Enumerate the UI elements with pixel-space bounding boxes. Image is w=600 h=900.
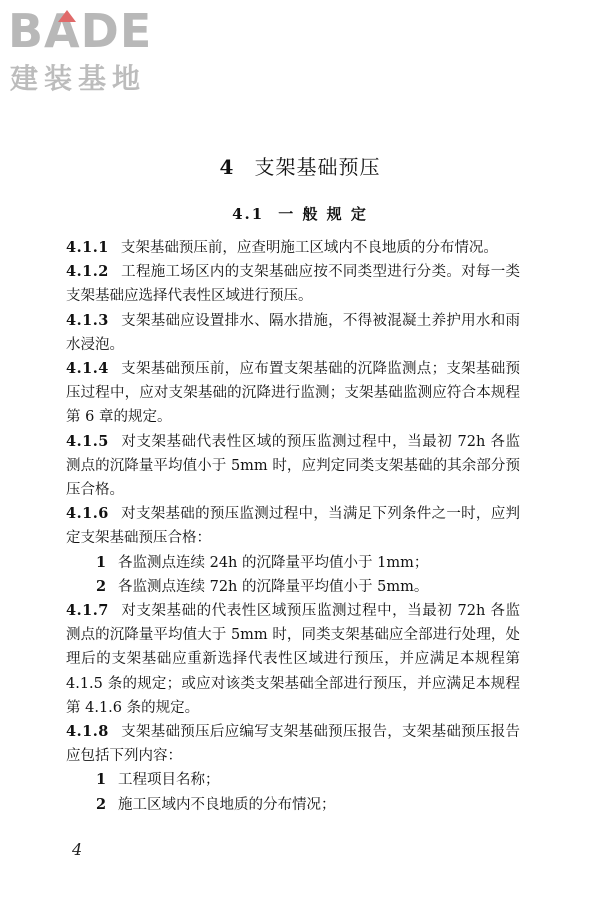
page-number: 4 — [72, 840, 83, 859]
list-item-number: 1 — [96, 553, 107, 571]
chapter-number: 4 — [219, 155, 235, 179]
list-item-number: 1 — [96, 771, 107, 789]
clause-text: 对支架基础代表性区域的预压监测过程中，当最初 72h 各监测点的沉降量平均值小于 5mm 时，应判定同类支架基础的其余部分预压合格。 — [66, 433, 520, 499]
section-title-text: 一 般 规 定 — [278, 205, 368, 223]
clause-text: 工程施工场区内的支架基础应按不同类型进行分类。对每一类支架基础应选择代表性区域进行预压。 — [66, 264, 520, 305]
list-item-number: 2 — [96, 577, 107, 595]
clause-text: 支架基础应设置排水、隔水措施，不得被混凝土养护用水和雨水浸泡。 — [66, 312, 520, 353]
clause-4-1-1 — [66, 236, 520, 260]
clause-4-1-7 — [66, 599, 520, 720]
section-title — [0, 203, 600, 225]
list-item-text: 工程项目名称； — [118, 772, 220, 789]
list-item-text: 施工区域内不良地质的分布情况； — [118, 796, 336, 813]
clause-number: 4.1.4 — [66, 360, 109, 378]
clause-text: 支架基础预压前，应查明施工区域内不良地质的分布情况。 — [120, 240, 498, 256]
clause-text: 支架基础预压后应编写支架基础预压报告，支架基础预压报告应包括下列内容： — [66, 724, 520, 765]
clause-4-1-3 — [66, 309, 520, 357]
clause-4-1-4 — [66, 357, 520, 430]
clause-4-1-8 — [66, 720, 520, 768]
clause-list — [66, 236, 520, 817]
clause-4-1-5 — [66, 430, 520, 503]
clause-number: 4.1.6 — [66, 505, 109, 523]
list-item-text: 各监测点连续 72h 的沉降量平均值小于 5mm。 — [118, 578, 429, 595]
chapter-title — [0, 154, 600, 180]
list-item — [66, 768, 520, 792]
list-item — [66, 793, 520, 817]
list-item — [66, 551, 520, 575]
section-number: 4.1 — [232, 205, 265, 223]
clause-text: 对支架基础的预压监测过程中，当满足下列条件之一时，应判定支架基础预压合格： — [66, 506, 520, 547]
clause-number: 4.1.2 — [66, 263, 109, 281]
clause-number: 4.1.3 — [66, 311, 109, 329]
clause-text: 支架基础预压前，应布置支架基础的沉降监测点；支架基础预压过程中，应对支架基础的沉降进行监测；支架基础监测应符合本规程第 6 章的规定。 — [66, 361, 520, 426]
list-item-text: 各监测点连续 24h 的沉降量平均值小于 1mm； — [118, 554, 429, 571]
watermark-accent — [58, 10, 76, 22]
watermark-brand: BADE — [8, 4, 153, 58]
clause-4-1-2 — [66, 260, 520, 308]
clause-number: 4.1.5 — [66, 432, 109, 450]
clause-number: 4.1.1 — [66, 239, 109, 256]
clause-text: 对支架基础的代表性区域预压监测过程中，当最初 72h 各监测点的沉降量平均值大于 5mm 时，同类支架基础应全部进行处理，处理后的支架基础应重新选择代表性区域进行预压，并应满足本规程第 4.1.5 条的规定；或应对该类支架基础全部进行预压，并应满足本规程第 4.1.6 条的规定。 — [66, 603, 520, 716]
list-item-number: 2 — [96, 795, 107, 813]
watermark-logo — [8, 6, 178, 102]
list-item — [66, 575, 520, 599]
clause-number: 4.1.8 — [66, 723, 109, 741]
watermark-subtitle: 建装基地 — [10, 62, 147, 95]
clause-4-1-6 — [66, 502, 520, 550]
clause-number: 4.1.7 — [66, 602, 109, 620]
chapter-title-text: 支架基础预压 — [254, 155, 381, 179]
